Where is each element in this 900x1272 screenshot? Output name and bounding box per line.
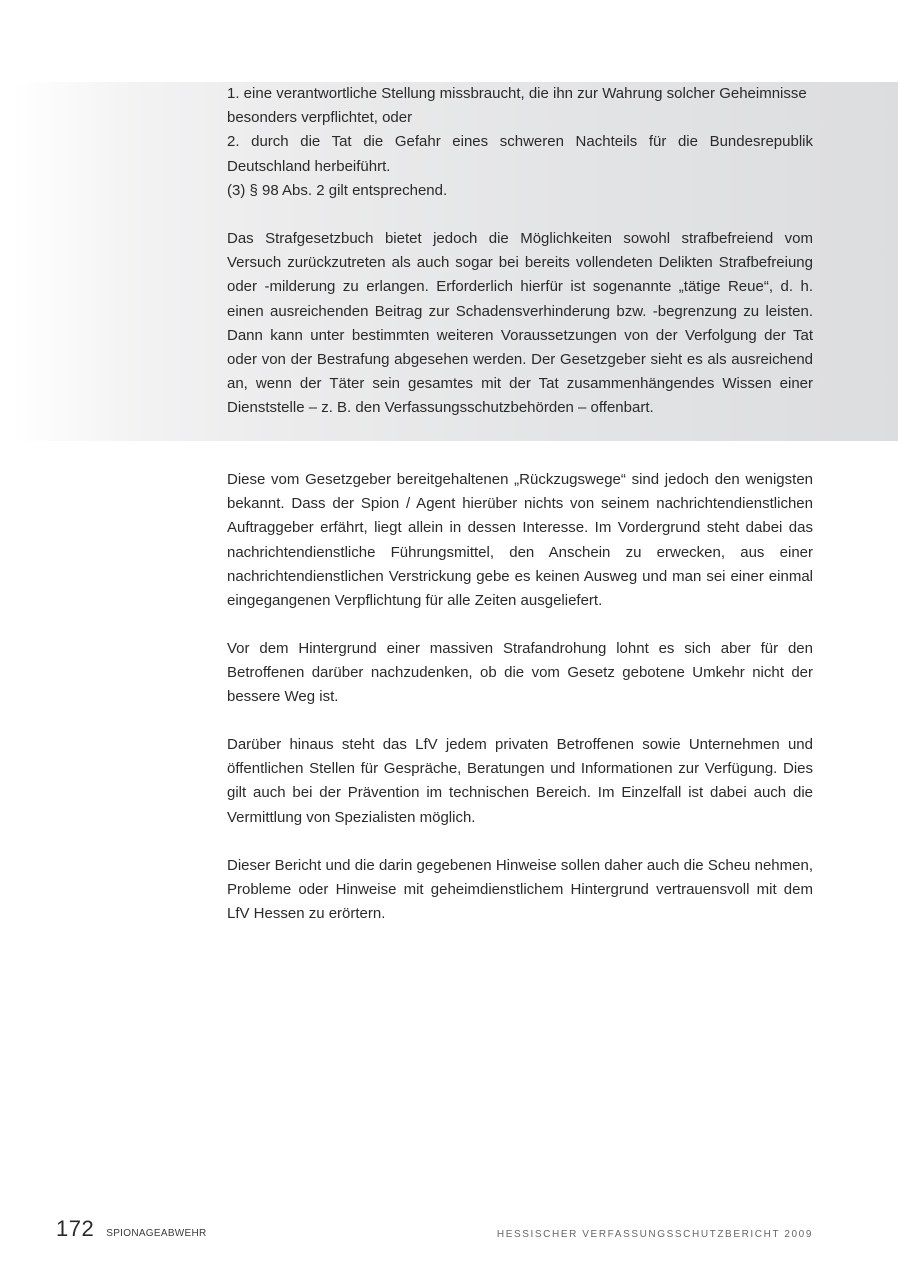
- paragraph-umkehr: Vor dem Hintergrund einer massiven Strafandrohung lohnt es sich aber für den Betroffenen darüber nachzudenken, ob die vom Gesetz gebotene Umkehr nicht der bessere Weg ist.: [227, 640, 813, 706]
- footer-left: [56, 1216, 207, 1242]
- list-item-2: 2. durch die Tat die Gefahr eines schweren Nachteils für die Bundesrepublik Deutschland herbeiführt.: [227, 133, 813, 175]
- legal-text-list: [227, 82, 813, 203]
- section-label: SPIONAGEABWEHR: [106, 1228, 207, 1239]
- paragraph-taetige-reue: Das Strafgesetzbuch bietet jedoch die Möglichkeiten sowohl strafbefreiend vom Versuch zurückzutreten als auch sogar bei bereits vollendeten Delikten Strafbefreiung oder -milderung zu erlangen. Erforderlich hierfür ist sogenannte „tätige Reue“, d. h. einen ausreichenden Beitrag zur Schadensverhinderung bzw. -begrenzung zu leisten. Dann kann unter bestimmten weiteren Voraussetzungen von der Verfolgung der Tat oder von der Bestrafung abgesehen werden. Der Gesetzgeber sieht es als ausreichend an, wenn der Täter sein gesamtes mit der Tat zusammenhängendes Wissen einer Dienststelle – z. B. den Verfassungsschutzbehörden – offenbart.: [227, 230, 813, 417]
- page-number: 172: [56, 1216, 95, 1241]
- paragraph-rueckzugswege: Diese vom Gesetzgeber bereitgehaltenen „Rückzugswege“ sind jedoch den wenigsten bekannt. Dass der Spion / Agent hierüber nichts von seinem nachrichtendienstlichen Auftraggeber erfährt, liegt allein in dessen Interesse. Im Vordergrund steht dabei das nachrichtendienstliche Führungsmittel, den Anschein zu erwecken, aus einer nachrichtendienstlichen Verstrickung gebe es keinen Ausweg und man sei einer einmal eingegangenen Verpflichtung für alle Zeiten ausgeliefert.: [227, 471, 813, 610]
- list-item-1: 1. eine verantwortliche Stellung missbraucht, die ihn zur Wahrung solcher Geheimnisse besonders verpflichtet, oder: [227, 85, 807, 127]
- publication-title: HESSISCHER VERFASSUNGSSCHUTZBERICHT 2009: [496, 1229, 813, 1240]
- list-item-3: (3) § 98 Abs. 2 gilt entsprechend.: [227, 181, 448, 199]
- paragraph-hinweise: Dieser Bericht und die darin gegebenen Hinweise sollen daher auch die Scheu nehmen, Probleme oder Hinweise mit geheimdienstlichem Hintergrund vertrauensvoll mit dem LfV Hessen zu erörtern.: [227, 857, 813, 923]
- paragraph-lfv-beratung: Darüber hinaus steht das LfV jedem privaten Betroffenen sowie Unternehmen und öffentlichen Stellen für Gespräche, Beratungen und Informationen zur Verfügung. Dies gilt auch bei der Prävention im technischen Bereich. Im Einzelfall ist dabei auch die Vermittlung von Spezialisten möglich.: [227, 736, 813, 826]
